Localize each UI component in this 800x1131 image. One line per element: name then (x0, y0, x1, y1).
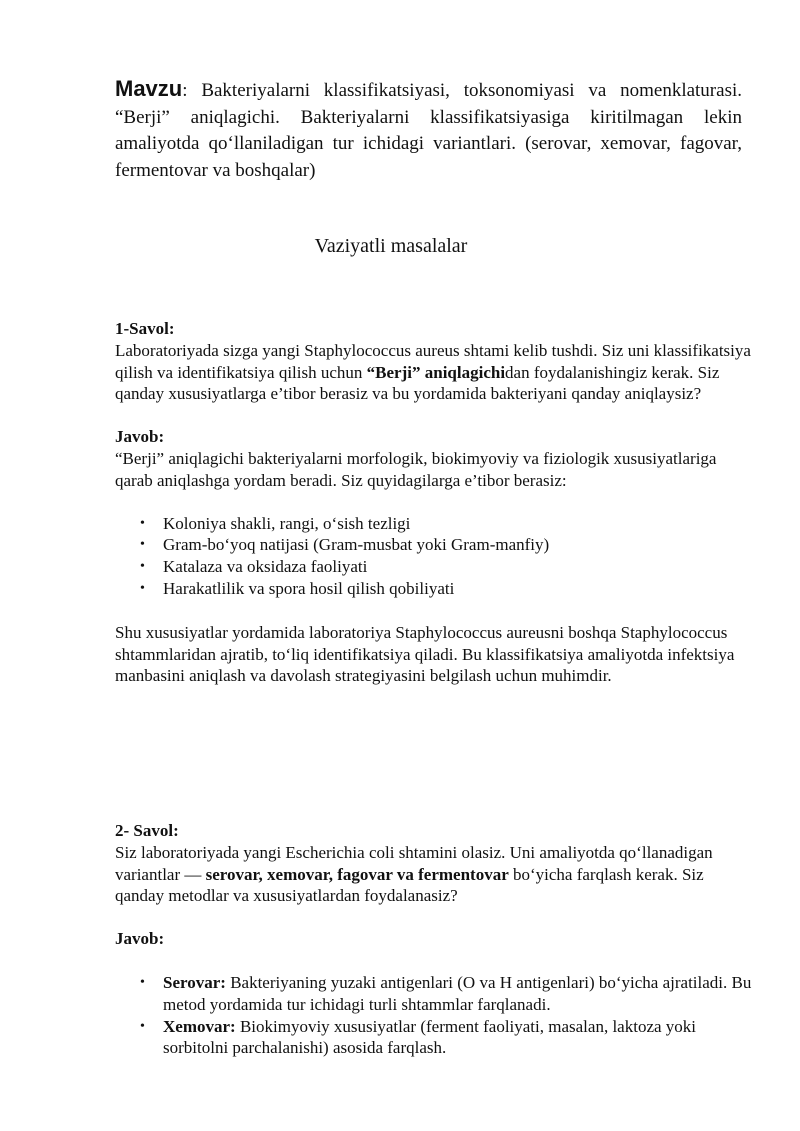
list-item (115, 1016, 755, 1060)
list-item-term: Xemovar: (163, 1016, 236, 1036)
answer-1-conclusion: Shu xususiyatlar yordamida laboratoriya Staphylococcus aureusni boshqa Staphylococcus shtammlaridan ajratib, to‘liq identifikatsiya qiladi. Bu klassifikatsiya amaliyotda infektsiya manbasini aniqlash va davolash strategiyasini belgilash uchun muhimdir. (115, 622, 735, 686)
section-title: Vaziyatli masalalar (314, 235, 468, 257)
list-item-text: Biokimyoviy xususiyatlar (ferment faoliyati, masalan, laktoza yoki sorbitolni parchalanishi) asosida farqlash. (163, 1016, 697, 1058)
list-item-text: Bakteriyaning yuzaki antigenlari (O va H antigenlari) bo‘yicha ajratiladi. Bu metod yordamida tur ichidagi turli shtammlar farqlanadi. (163, 972, 752, 1014)
question-2-label: 2- Savol: (115, 821, 179, 840)
question-2-text (115, 842, 755, 907)
list-item: • Harakatlilik va spora hosil qilish qobiliyati (115, 578, 755, 600)
question-1-text-start: Laboratoriyada sizga yangi Staphylococcus aureus shtami kelib tushdi. Siz uni klassifikatsiya qilish va identifikatsiya qilish uchun (115, 340, 751, 382)
question-1-block (115, 318, 755, 687)
answer-1-text: “Berji” aniqlagichi bakteriyalarni morfologik, biokimyoviy va fiziologik xususiyatlariga qarab aniqlashga yordam beradi. Siz quyidagilarga e’tibor berasiz: (115, 448, 717, 490)
answer-1-list (115, 513, 755, 600)
list-item-term: Serovar: (163, 972, 226, 992)
list-item: • Gram-bo‘yoq natijasi (Gram-musbat yoki Gram-manfiy) (115, 534, 755, 556)
topic-text: Bakteriyalarni klassifikatsiyasi, toksonomiyasi va nomenklaturasi. “Berji” aniqlagichi. Bakteriyalarni klassifikatsiyasiga kiritilmagan lekin amaliyotda qo‘llaniladigan tur ichidagi variantlari. (serovar, xemovar, fagovar, fermentovar va boshqalar) (115, 80, 742, 181)
question-1-text-end: dan foydalanishingiz kerak. Siz qanday xususiyatlarga e’tibor berasiz va bu yordamida bakteriyani qanday aniqlaysiz? (115, 362, 720, 404)
question-2-text-bold: serovar, xemovar, fagovar va fermentovar (205, 864, 509, 884)
question-2-text-end: bo‘yicha farqlash kerak. Siz qanday metodlar va xususiyatlardan foydalanasiz? (115, 864, 704, 906)
list-item: • Koloniya shakli, rangi, o‘sish tezligi (115, 513, 755, 535)
topic-paragraph (115, 76, 742, 184)
list-item: • Katalaza va oksidaza faoliyati (115, 556, 755, 578)
topic-colon: : (182, 80, 188, 101)
answer-1-label: Javob: (115, 427, 165, 447)
topic-label: Mavzu (115, 76, 183, 101)
question-2-block (115, 820, 755, 1059)
question-1-text (115, 340, 755, 405)
question-1-text-bold: “Berji” aniqlagichi (366, 362, 506, 382)
list-item (115, 972, 755, 1016)
question-1-label: 1-Savol: (115, 319, 175, 338)
answer-2-label: Javob: (115, 929, 165, 949)
answer-2-list (115, 972, 755, 1059)
question-2-text-start: Siz laboratoriyada yangi Escherichia coli shtamini olasiz. Uni amaliyotda qo‘llanadigan variantlar — (115, 842, 713, 884)
